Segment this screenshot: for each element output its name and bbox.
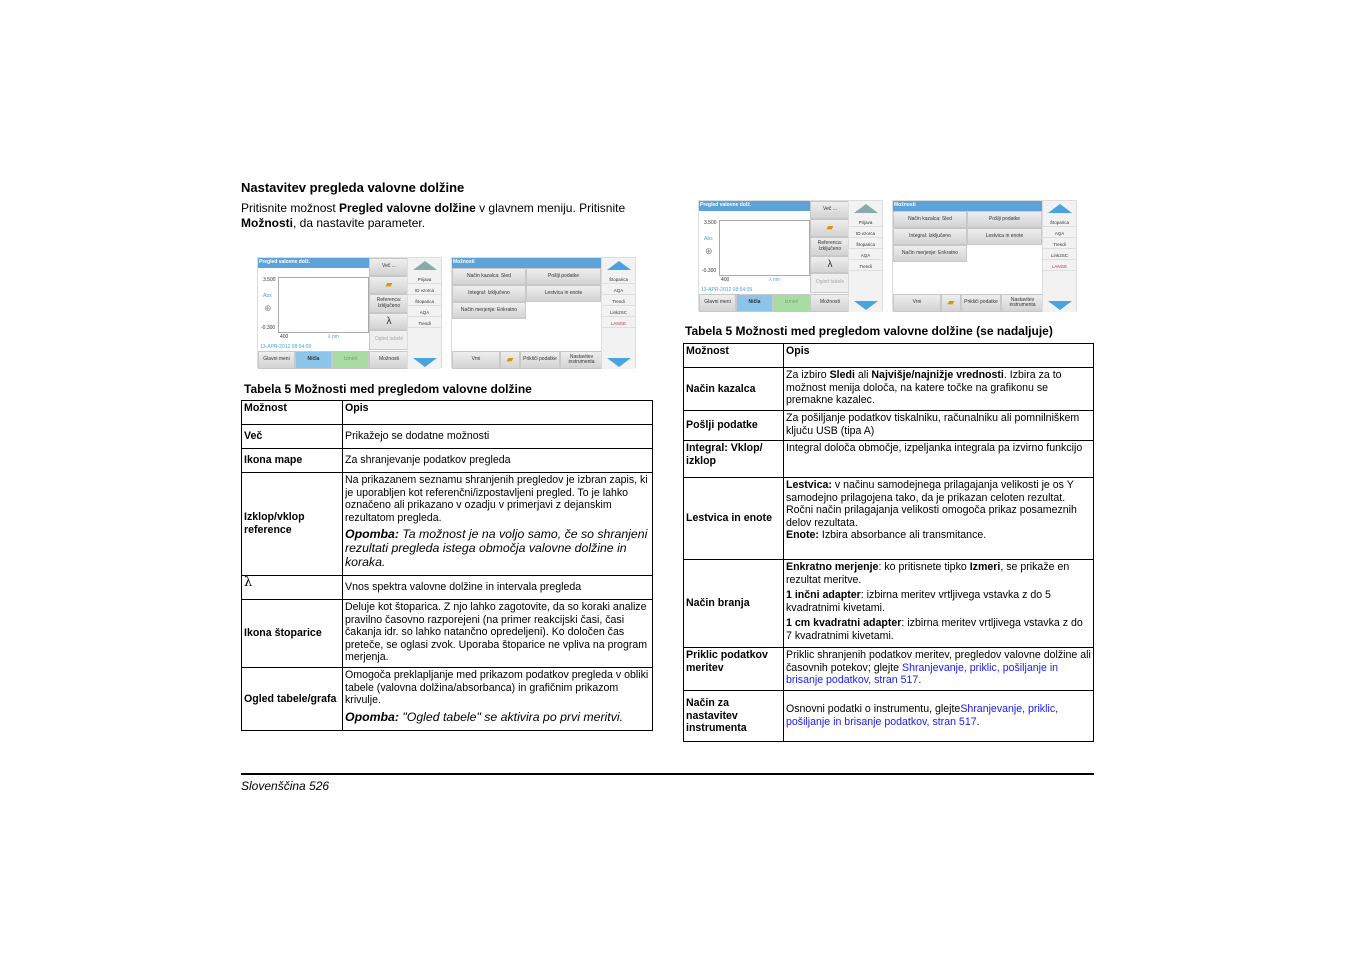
- side-trends[interactable]: Trendi: [602, 295, 635, 306]
- main-menu-button[interactable]: Glavni meni: [258, 351, 295, 369]
- more-button[interactable]: Več ...: [369, 258, 409, 276]
- send-data-button[interactable]: Pošlji podatke: [526, 268, 601, 285]
- instrument-setup-button[interactable]: Nastavitev instrumenta: [1001, 294, 1044, 312]
- table-row: Ikona štoparice Deluje kot štoparica. Z njo lahko zagotovite, da so koraki analize pravilno časovno razporejeni (na primer reakcijski časi, časi čakanja idr. so lahko natančno opredeljeni). Ko določen čas preteče, se oglasi zvok. Uporaba štoparice ne vpliva na program merjenja.: [242, 600, 653, 668]
- table-row: Priklic podatkov meritev Priklic shranjenih podatkov meritev, pregledov valovne dolžine ali časovnih potekov; glejte Shranjevanje, priklic, pošiljanje in brisanje podatkov, stran 517.: [684, 648, 1094, 691]
- measure-button[interactable]: Izmeri: [332, 351, 369, 369]
- side-timer[interactable]: Štoparica: [602, 273, 635, 284]
- table-row: Način kazalca Za izbiro Sledi ali Najvišje/najnižje vrednosti. Izbira za to možnost menija določa, na katere točke na grafikonu se premakne kazalec.: [684, 368, 1094, 411]
- screenshot-wavelength-scan: [257, 257, 442, 368]
- cursor-mode-button[interactable]: Način kazalca: Sled: [452, 268, 526, 285]
- scroll-down-icon[interactable]: [854, 301, 878, 310]
- y-min: -0.300: [261, 325, 276, 331]
- recall-data-button[interactable]: Prikliči podatke: [520, 351, 560, 369]
- table-row: Ikona mape Za shranjevanje podatkov pregleda: [242, 449, 653, 473]
- intro-text: Pritisnite možnost Pregled valovne dolžine v glavnem meniju. Pritisnite Možnosti, da nastavite parameter.: [241, 201, 626, 230]
- main-menu-button[interactable]: Glavni meni: [699, 294, 736, 312]
- options-button[interactable]: Možnosti: [369, 351, 409, 369]
- side-aqa[interactable]: AQA: [602, 284, 635, 295]
- scale-units-button[interactable]: Lestvica in enote: [526, 285, 601, 302]
- table-caption: Tabela 5 Možnosti med pregledom valovne dolžine (se nadaljuje): [685, 324, 1053, 338]
- scroll-down-icon[interactable]: [607, 358, 631, 367]
- side-aqa[interactable]: AQA: [1043, 227, 1076, 238]
- integral-button[interactable]: Integral: Izključeno: [452, 285, 526, 302]
- side-timer[interactable]: Štoparica: [849, 238, 882, 249]
- reference-button[interactable]: Referenca: Izključeno: [369, 294, 409, 313]
- col-header: Možnost: [242, 401, 343, 425]
- side-toolbar: [848, 201, 882, 312]
- plot-area: [278, 277, 369, 333]
- scroll-up-icon[interactable]: [607, 261, 631, 270]
- x-unit: λ nm: [328, 334, 339, 340]
- side-trends[interactable]: Trendi: [408, 317, 441, 328]
- table-row: Način za nastavitev instrumenta Osnovni podatki o instrumentu, glejteShranjevanje, priklic, pošiljanje in brisanje podatkov, stran 517.: [684, 691, 1094, 742]
- scroll-up-icon[interactable]: [854, 204, 878, 213]
- x-unit: λ nm: [769, 277, 780, 283]
- col-header: Opis: [343, 401, 653, 425]
- y-min: -0.300: [702, 268, 717, 274]
- section-heading: Nastavitev pregleda valovne dolžine: [241, 180, 465, 195]
- y-max: 3.500: [263, 277, 276, 283]
- options-table: [241, 400, 653, 731]
- cursor-mode-button[interactable]: Način kazalca: Sled: [893, 211, 967, 228]
- table-row: Način branja Enkratno merjenje: ko pritisnete tipko Izmeri, se prikaže en rezultat meritve. 1 inčni adapter: izbirna meritev vrtljivega vstavka z do 5 kvadratnimi kivetami. 1 cm kvadratni adapter: izbirna meritev vrtljivega vstavka z do 7 kvadratnimi kivetami.: [684, 560, 1094, 648]
- cross-reference-link[interactable]: Shranjevanje, priklic, pošiljanje in brisanje podatkov, stran 517: [786, 661, 1059, 687]
- scroll-up-icon[interactable]: [1048, 204, 1072, 213]
- side-aqa[interactable]: AQA: [849, 249, 882, 260]
- table-caption: Tabela 5 Možnosti med pregledom valovne dolžine: [244, 382, 532, 396]
- back-button[interactable]: Vrni: [452, 351, 500, 369]
- screen-title: Možnosti: [452, 258, 603, 268]
- footer-divider: [241, 773, 1094, 775]
- table-view-button[interactable]: Ogled tabele: [369, 330, 409, 350]
- zero-button[interactable]: Ničla: [736, 294, 773, 312]
- zoom-icon: ⊕: [705, 246, 713, 256]
- folder-icon[interactable]: ▰: [500, 351, 520, 369]
- side-timer[interactable]: Štoparica: [408, 295, 441, 306]
- x-min: 400: [280, 334, 289, 340]
- table-row: Integral: Vklop/ izklop Integral določa območje, izpeljanka integrala pa izvirno funkcijo: [684, 441, 1094, 478]
- plot-area: [719, 220, 810, 276]
- side-login[interactable]: Prijava: [408, 273, 441, 284]
- screen-title: Pregled valovne dolž.: [258, 258, 369, 268]
- folder-icon[interactable]: ▰: [369, 276, 409, 294]
- y-unit: Abs: [704, 236, 713, 242]
- lambda-button[interactable]: λ: [810, 256, 850, 273]
- table-row: Ogled tabele/grafa Omogoča preklapljanje med prikazom podatkov pregleda v obliki tabele (valovna dolžina/absorbanca) in grafičnim prikazom krivulje. Opomba: "Ogled tabele" se aktivira po prvi meritvi.: [242, 668, 653, 731]
- table-row: λ Vnos spektra valovne dolžine in intervala pregleda: [242, 576, 653, 600]
- screenshot-options: [451, 257, 636, 368]
- side-sample-id[interactable]: ID vzorca: [408, 284, 441, 295]
- scale-units-button[interactable]: Lestvica in enote: [967, 228, 1042, 245]
- lange-logo: LANGE: [602, 317, 635, 328]
- table-row: Pošlji podatke Za pošiljanje podatkov tiskalniku, računalniku ali pomnilniškem ključu USB (tipa A): [684, 411, 1094, 441]
- side-aqa[interactable]: AQA: [408, 306, 441, 317]
- table-row: Več Prikažejo se dodatne možnosti: [242, 425, 653, 449]
- side-link2sc[interactable]: Link2SC: [602, 306, 635, 317]
- options-button[interactable]: Možnosti: [810, 294, 850, 312]
- read-mode-button[interactable]: Način merjenje: Enkratno: [452, 302, 526, 319]
- side-trends[interactable]: Trendi: [1043, 238, 1076, 249]
- y-max: 3.500: [704, 220, 717, 226]
- screen-title: Pregled valovne dolž.: [699, 201, 810, 211]
- datetime: 13-APR-2012 08:54:09: [260, 344, 312, 350]
- scroll-up-icon[interactable]: [413, 261, 437, 270]
- reference-button[interactable]: Referenca: Izključeno: [810, 237, 850, 256]
- zoom-icon: ⊕: [264, 303, 272, 313]
- more-button[interactable]: Več ...: [810, 201, 850, 219]
- side-toolbar: [407, 258, 441, 369]
- table-view-button[interactable]: Ogled tabele: [810, 273, 850, 293]
- table-row: Lestvica in enote Lestvica: v načinu samodejnega prilagajanja velikosti je os Y samodejno prilagojena tako, da je prikazan celoten rezultat. Ročni način prilagajanja velikosti omogoča prikaz posameznih delov rezultata. Enote: Izbira absorbance ali transmitance.: [684, 478, 1094, 560]
- screen-title: Možnosti: [893, 201, 1044, 211]
- folder-icon[interactable]: ▰: [941, 294, 961, 312]
- lambda-button[interactable]: λ: [369, 313, 409, 330]
- back-button[interactable]: Vrni: [893, 294, 941, 312]
- side-toolbar: [1042, 201, 1076, 312]
- folder-icon[interactable]: ▰: [810, 219, 850, 237]
- recall-data-button[interactable]: Prikliči podatke: [961, 294, 1001, 312]
- table-row: Izklop/vklop reference Na prikazanem seznamu shranjenih pregledov je izbran zapis, ki je uporabljen kot referenčni/izpostavljeni pregled. To je lahko označeno ali prikazano v ozadju v primerjavi z dejanskim rezultatom pregleda. Opomba: Ta možnost je na voljo samo, če so shranjeni rezultati pregleda istega območja valovne dolžine in koraka.: [242, 473, 653, 576]
- side-link2sc[interactable]: Link2SC: [1043, 249, 1076, 260]
- instrument-setup-button[interactable]: Nastavitev instrumenta: [560, 351, 603, 369]
- screenshot-options: [892, 200, 1077, 311]
- y-unit: Abs: [263, 293, 272, 299]
- page-footer: Slovenščina 526: [241, 779, 330, 793]
- cross-reference-link[interactable]: Shranjevanje, priklic, pošiljanje in brisanje podatkov, stran 517: [786, 703, 1059, 728]
- side-toolbar: [601, 258, 635, 369]
- side-sample-id[interactable]: ID vzorca: [849, 227, 882, 238]
- scroll-down-icon[interactable]: [1048, 301, 1072, 310]
- side-login[interactable]: Prijava: [849, 216, 882, 227]
- side-timer[interactable]: Štoparica: [1043, 216, 1076, 227]
- side-trends[interactable]: Trendi: [849, 260, 882, 271]
- x-min: 400: [721, 277, 730, 283]
- screenshot-wavelength-scan: [698, 200, 883, 311]
- datetime: 13-APR-2012 08:54:09: [701, 287, 753, 293]
- send-data-button[interactable]: Pošlji podatke: [967, 211, 1042, 228]
- measure-button[interactable]: Izmeri: [773, 294, 810, 312]
- integral-button[interactable]: Integral: Izključeno: [893, 228, 967, 245]
- options-table-continued: Možnost Opis Način kazalca Za izbiro Sledi ali Najvišje/najnižje vrednosti. Izbira za to možnost menija določa, na katere točke na grafikonu se premakne kazalec. Pošlji podatke Za pošiljanje podatkov tiskalniku, računalniku ali pomnilniškem ključu USB (tipa A) Integral: Vklop/ izklop Integral določa območje, izpeljanka integrala pa izvirno funkcijo Lestvica in enote Lestvica: v načinu samodejnega prilagajanja velikosti je os Y samodejno prilagojena tako, da je prikazan celoten rezultat. Ročni način prilagajanja velikosti omogoča prikaz posameznih delov rezultata. Enote: Izbira absorbance ali transmitance. Način branja Enkratno merjenje: ko pritisnete tipko Izmeri, se prikaže en rezultat meritve. 1 inčni adapter: izbirna meritev vrtljivega vstavka z do 5 kvadratnimi kivetami. 1 cm kvadratni adapter: izbirna meritev vrtljivega vstavka z do 7 kvadratnimi kivetami. Priklic podatkov meritev Priklic shranjenih podatkov meritev, pregledov valovne dolžine ali časovnih potekov; glejte Shranjevanje, priklic, pošiljanje in brisanje podatkov, stran 517. Način za nastavitev instrumenta Osnovni podatki o instrumentu, glejteShranjevanje, priklic, pošiljanje in brisanje podatkov, stran 517.: [683, 343, 1094, 742]
- lange-logo: LANGE: [1043, 260, 1076, 271]
- read-mode-button[interactable]: Način merjenje: Enkratno: [893, 245, 967, 262]
- zero-button[interactable]: Ničla: [295, 351, 332, 369]
- scroll-down-icon[interactable]: [413, 358, 437, 367]
